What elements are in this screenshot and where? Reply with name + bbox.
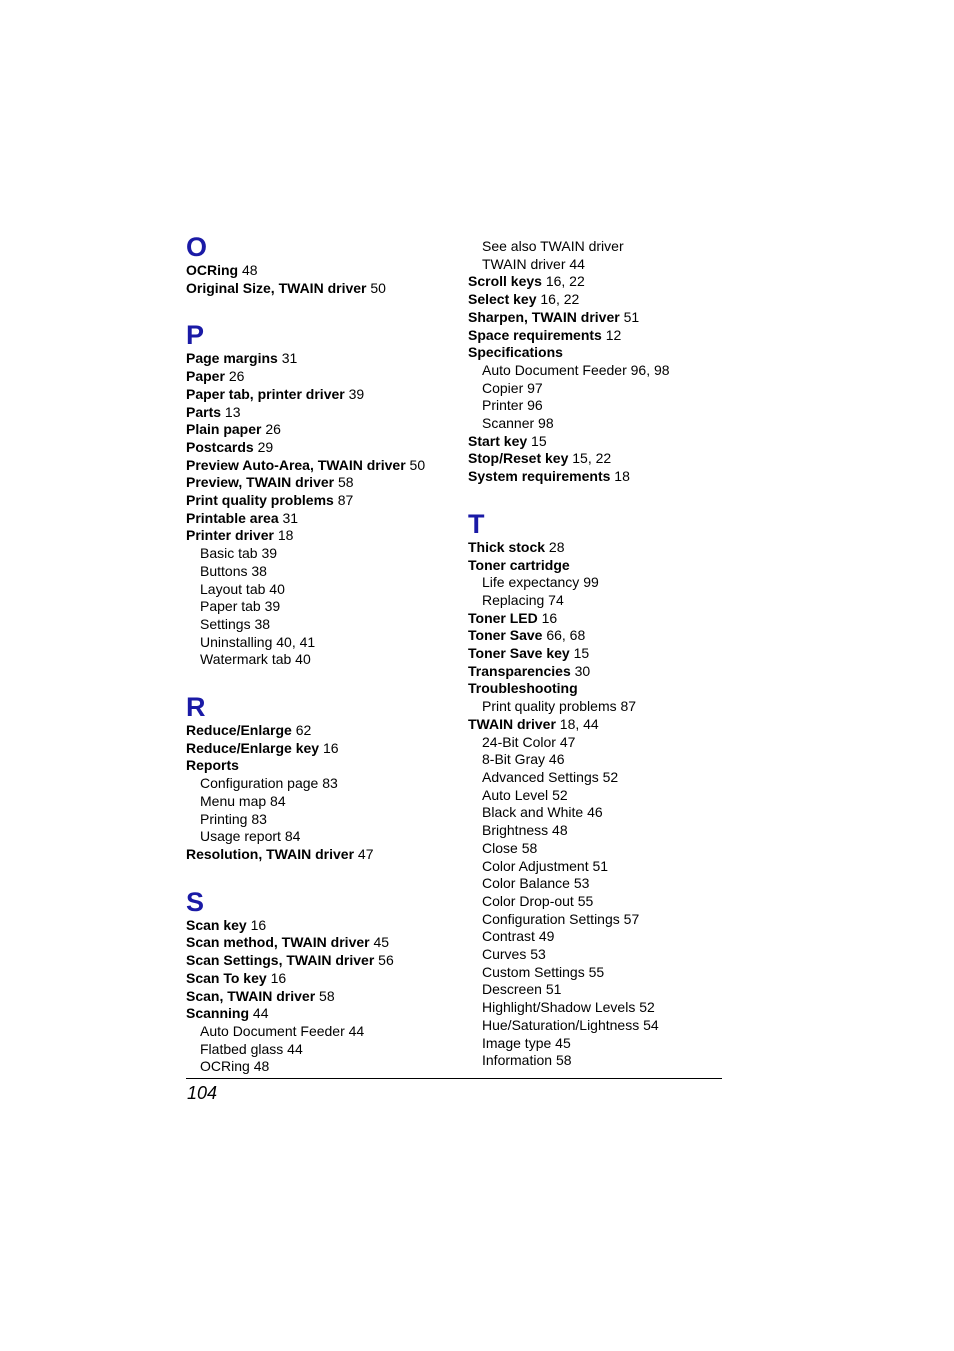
entry-term: Printable area (186, 509, 279, 526)
index-subentry (186, 634, 456, 652)
entry-term: 24-Bit Color (482, 733, 556, 750)
entry-term: Scan Settings, TWAIN driver (186, 952, 375, 969)
entry-term: Flatbed glass (200, 1040, 284, 1057)
entry-term: Replacing (482, 591, 545, 608)
index-subentry (468, 1035, 738, 1053)
index-entry (468, 539, 738, 557)
index-subentry (468, 415, 738, 433)
section-letter: T (468, 508, 485, 539)
entry-pages: 15 (573, 645, 590, 662)
index-subentry (468, 1052, 738, 1070)
entry-pages: 57 (623, 910, 640, 927)
entry-pages: 29 (257, 438, 274, 455)
index-section (186, 320, 456, 669)
entry-term: Hue/Saturation/Lightness (482, 1016, 640, 1033)
index-subentry (468, 946, 738, 964)
entry-term: Information (482, 1052, 553, 1069)
index-entry (186, 1005, 456, 1023)
index-entry (468, 557, 738, 575)
entry-term: OCRing (186, 262, 239, 278)
entry-term: Postcards (186, 438, 254, 455)
entry-term: Scanning (186, 1005, 250, 1022)
entry-term: Toner Save (468, 627, 543, 644)
entry-term: Sharpen, TWAIN driver (468, 308, 620, 325)
index-subentry (186, 828, 456, 846)
entry-pages: 47 (357, 845, 374, 862)
index-subentry (468, 238, 738, 256)
index-subentry (186, 651, 456, 669)
index-subentry (186, 545, 456, 563)
entry-term: Preview, TWAIN driver (186, 474, 335, 491)
index-entry (468, 291, 738, 309)
entry-pages: 62 (295, 722, 312, 739)
index-entry (468, 344, 738, 362)
index-entry (186, 917, 456, 935)
entry-term: Parts (186, 403, 222, 420)
entry-pages: 84 (284, 828, 301, 845)
entry-pages: 58 (555, 1052, 572, 1069)
index-entry (186, 421, 456, 439)
entry-pages: 51 (592, 857, 609, 874)
entry-term: Auto Document Feeder (200, 1022, 345, 1039)
entry-pages: 53 (573, 875, 590, 892)
index-entry (186, 527, 456, 545)
entry-term: Toner cartridge (468, 556, 570, 573)
entry-pages: 18 (614, 468, 630, 485)
index-subentry (468, 734, 738, 752)
entry-pages: 18, 44 (559, 715, 599, 732)
entry-pages: 40 (269, 580, 285, 597)
entry-pages: 50 (409, 456, 426, 473)
index-subentry (186, 1058, 456, 1076)
index-entry (186, 934, 456, 952)
index-subentry (468, 1017, 738, 1035)
index-column-left (186, 232, 456, 1076)
entry-pages: 97 (527, 379, 543, 396)
page-number: 104 (187, 1083, 218, 1103)
index-entry (468, 610, 738, 628)
entry-pages: 31 (282, 509, 299, 526)
entry-term: Thick stock (468, 538, 546, 555)
index-entry (186, 386, 456, 404)
index-subentry (468, 804, 738, 822)
index-subentry (186, 598, 456, 616)
entry-term: Settings (200, 615, 251, 632)
entry-pages: 40 (295, 651, 311, 668)
entry-term: Start key (468, 432, 528, 449)
index-entry (186, 970, 456, 988)
entry-term: Resolution, TWAIN driver (186, 845, 355, 862)
index-entry (186, 988, 456, 1006)
index-subentry (468, 574, 738, 592)
entry-pages: 46 (548, 751, 565, 768)
index-subentry (468, 397, 738, 415)
index-entry (186, 846, 456, 864)
entry-term: System requirements (468, 468, 611, 485)
entry-term: Descreen (482, 981, 542, 998)
entry-pages: 26 (265, 421, 281, 438)
entry-pages: 38 (251, 562, 267, 579)
entry-term: Color Drop-out (482, 892, 574, 909)
entry-term: Layout tab (200, 580, 266, 597)
entry-term: Menu map (200, 792, 267, 809)
entry-term: Basic tab (200, 545, 258, 562)
index-subentry (186, 616, 456, 634)
index-subentry (468, 256, 738, 274)
index-entry (186, 457, 456, 475)
index-subentry (468, 787, 738, 805)
entry-term: Toner LED (468, 609, 538, 626)
entry-term: Printing (200, 810, 248, 827)
entry-term: Print quality problems (482, 698, 617, 715)
index-entry (186, 404, 456, 422)
index-subentry (186, 581, 456, 599)
index-entry (186, 368, 456, 386)
entry-term: Printer driver (186, 527, 274, 544)
entry-term: Troubleshooting (468, 680, 578, 697)
entry-term: Color Balance (482, 875, 570, 892)
entry-term: Print quality problems (186, 492, 334, 509)
index-subentry (186, 775, 456, 793)
entry-pages: 16 (270, 969, 287, 986)
entry-pages: 83 (322, 775, 338, 792)
entry-pages: 98 (538, 415, 554, 432)
entry-pages: 44 (569, 255, 585, 272)
entry-term: Configuration page (200, 775, 319, 792)
entry-pages: 74 (548, 591, 564, 608)
entry-term: Space requirements (468, 326, 602, 343)
index-entry (468, 450, 738, 468)
index-entry (468, 680, 738, 698)
entry-pages: 15, 22 (572, 450, 612, 467)
entry-pages: 83 (251, 810, 267, 827)
entry-term: Preview Auto-Area, TWAIN driver (186, 456, 406, 473)
index-entry (468, 327, 738, 345)
entry-pages: 84 (270, 792, 286, 809)
index-subentry (468, 840, 738, 858)
entry-pages: 16, 22 (545, 273, 585, 290)
index-subentry (468, 875, 738, 893)
index-subentry (468, 964, 738, 982)
entry-pages: 58 (319, 987, 335, 1004)
index-entry (186, 439, 456, 457)
entry-pages: 55 (588, 963, 605, 980)
index-subentry (468, 928, 738, 946)
index-section (186, 232, 456, 297)
entry-pages: 44 (252, 1005, 269, 1022)
entry-pages: 99 (583, 574, 599, 591)
entry-pages: 51 (623, 308, 640, 325)
entry-pages: 45 (555, 1034, 571, 1051)
entry-term: Transparencies (468, 662, 571, 679)
entry-term: Toner Save key (468, 645, 570, 662)
entry-pages: 39 (261, 545, 278, 562)
entry-term: Uninstalling (200, 633, 273, 650)
index-subentry (186, 1041, 456, 1059)
entry-pages: 45 (373, 934, 390, 951)
section-letter: S (186, 886, 205, 917)
entry-pages: 15 (531, 432, 547, 449)
entry-pages: 56 (378, 952, 394, 969)
entry-term: Scanner (482, 415, 535, 432)
index-entry (186, 510, 456, 528)
index-subentry (468, 999, 738, 1017)
entry-pages: 40, 41 (276, 633, 316, 650)
index-entry (468, 627, 738, 645)
entry-pages: 54 (643, 1016, 659, 1033)
entry-term: Image type (482, 1034, 552, 1051)
entry-pages: 39 (264, 598, 281, 615)
index-column-right (468, 238, 738, 1070)
index-entry (468, 663, 738, 681)
entry-term: Scroll keys (468, 273, 542, 290)
entry-term: Life expectancy (482, 574, 580, 591)
entry-pages: 44 (348, 1022, 365, 1039)
entry-pages: 87 (337, 492, 354, 509)
index-entry (186, 952, 456, 970)
index-subentry (186, 563, 456, 581)
index-section (186, 692, 456, 864)
entry-pages: 16 (250, 916, 267, 933)
entry-pages: 12 (605, 326, 622, 343)
index-subentry (468, 858, 738, 876)
index-entry (468, 468, 738, 486)
entry-term: Scan To key (186, 969, 267, 986)
entry-term: Auto Level (482, 786, 549, 803)
entry-pages: 18 (277, 527, 294, 544)
entry-term: Paper tab, printer driver (186, 385, 345, 402)
index-section (468, 509, 738, 1070)
entry-pages: 49 (538, 928, 555, 945)
index-subentry (468, 592, 738, 610)
index-entry (468, 716, 738, 734)
entry-pages: 28 (548, 538, 565, 555)
entry-pages: 47 (559, 733, 576, 750)
entry-pages: 55 (577, 892, 594, 909)
entry-term: Color Adjustment (482, 857, 589, 874)
index-entry (186, 740, 456, 758)
entry-term: Auto Document Feeder (482, 361, 627, 378)
entry-pages: 38 (254, 615, 271, 632)
index-subentry (186, 793, 456, 811)
entry-term: Close (482, 839, 518, 856)
section-letter: R (186, 692, 206, 723)
entry-term: Contrast (482, 928, 535, 945)
entry-pages: 16 (541, 609, 558, 626)
entry-term: Reports (186, 757, 239, 774)
entry-pages: 96 (527, 397, 543, 414)
entry-pages: 52 (552, 786, 568, 803)
entry-term: Usage report (200, 828, 281, 845)
index-entry (186, 262, 456, 280)
entry-term: Reduce/Enlarge key (186, 739, 320, 756)
entry-pages: 58 (521, 839, 538, 856)
entry-term: Brightness (482, 822, 549, 839)
entry-term: Scan method, TWAIN driver (186, 934, 370, 951)
entry-term: Original Size, TWAIN driver (186, 279, 367, 296)
index-entry (186, 474, 456, 492)
index-subentry (468, 380, 738, 398)
entry-pages: 58 (337, 474, 354, 491)
entry-pages: 87 (620, 698, 637, 715)
entry-term: Watermark tab (200, 651, 292, 668)
entry-term: Buttons (200, 562, 248, 579)
entry-term: Select key (468, 291, 537, 308)
index-section (186, 887, 456, 1076)
index-subentry (468, 822, 738, 840)
entry-pages: 53 (530, 946, 546, 963)
entry-term: TWAIN driver (468, 715, 556, 732)
entry-term: Plain paper (186, 421, 262, 438)
entry-term: 8-Bit Gray (482, 751, 546, 768)
entry-term: Configuration Settings (482, 910, 620, 927)
entry-pages: 48 (242, 262, 258, 278)
index-entry (186, 492, 456, 510)
entry-pages: 30 (574, 662, 591, 679)
index-section (468, 238, 738, 486)
entry-term: Specifications (468, 344, 563, 361)
index-subentry (468, 981, 738, 999)
index-subentry (468, 769, 738, 787)
index-subentry (468, 893, 738, 911)
section-letter: P (186, 320, 205, 351)
index-entry (468, 273, 738, 291)
entry-term: Paper tab (200, 598, 261, 615)
entry-pages: 52 (639, 999, 655, 1016)
entry-term: Paper (186, 368, 225, 385)
index-entry (186, 722, 456, 740)
entry-pages: 52 (602, 768, 619, 785)
entry-pages: 51 (545, 981, 562, 998)
entry-pages: 46 (587, 804, 603, 821)
index-subentry (468, 362, 738, 380)
entry-term: Custom Settings (482, 963, 585, 980)
entry-pages: 66, 68 (546, 627, 586, 644)
entry-pages: 96, 98 (630, 361, 670, 378)
index-entry (468, 433, 738, 451)
entry-pages: 16, 22 (540, 291, 580, 308)
entry-term: Copier (482, 379, 524, 396)
entry-pages: 48 (552, 822, 568, 839)
section-letter: O (186, 232, 208, 262)
entry-term: Highlight/Shadow Levels (482, 999, 636, 1016)
entry-term: Scan key (186, 916, 247, 933)
entry-pages: 48 (253, 1058, 270, 1075)
entry-term: Stop/Reset key (468, 450, 569, 467)
entry-pages: 13 (224, 403, 241, 420)
entry-term: TWAIN driver (482, 255, 566, 272)
footer-rule (186, 1078, 722, 1079)
index-subentry (468, 911, 738, 929)
index-entry (468, 309, 738, 327)
entry-term: Page margins (186, 350, 278, 367)
index-entry (468, 645, 738, 663)
entry-pages: 31 (281, 350, 298, 367)
entry-pages: 50 (370, 279, 386, 296)
entry-term: OCRing (200, 1058, 250, 1075)
entry-term: Black and White (482, 804, 584, 821)
entry-term: Printer (482, 397, 524, 414)
index-subentry (186, 1023, 456, 1041)
entry-term: Reduce/Enlarge (186, 722, 292, 739)
entry-term: See also TWAIN driver (482, 238, 624, 254)
entry-term: Advanced Settings (482, 768, 599, 785)
index-subentry (468, 751, 738, 769)
index-entry (186, 350, 456, 368)
entry-pages: 39 (348, 385, 365, 402)
entry-term: Curves (482, 946, 527, 963)
entry-pages: 44 (287, 1040, 303, 1057)
index-entry (186, 280, 456, 298)
index-subentry (468, 698, 738, 716)
entry-pages: 26 (228, 368, 245, 385)
entry-pages: 16 (322, 739, 339, 756)
index-entry (186, 757, 456, 775)
index-subentry (186, 811, 456, 829)
entry-term: Scan, TWAIN driver (186, 987, 316, 1004)
